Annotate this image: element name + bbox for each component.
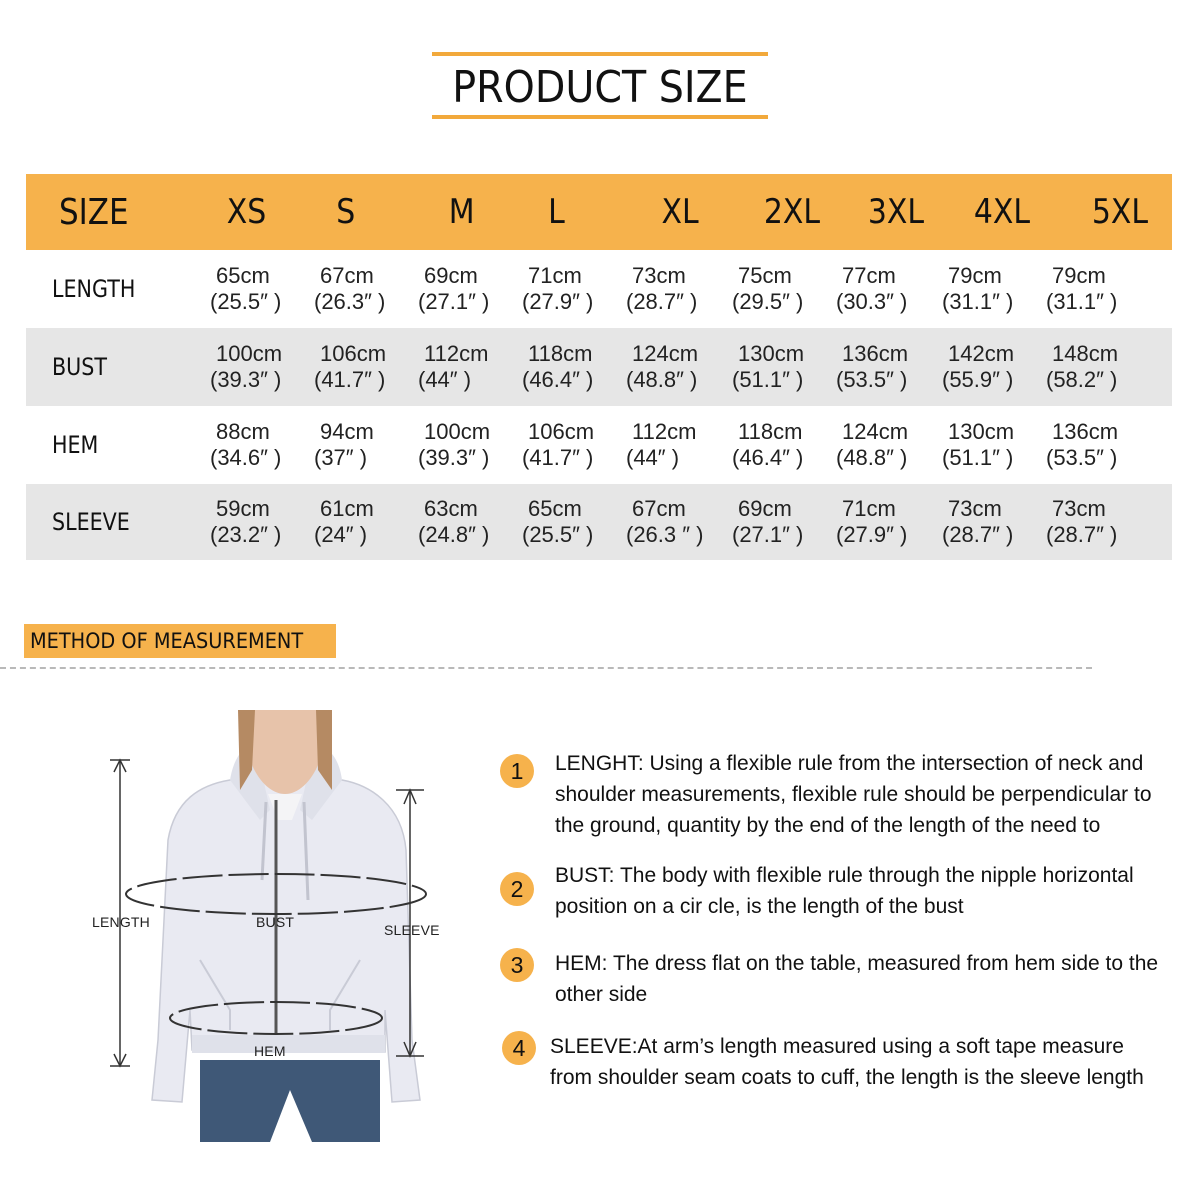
size-cell-cm: 100cm <box>216 341 283 366</box>
size-row-label-text: BUST <box>52 353 107 381</box>
size-cell-cm: 112cm <box>424 341 489 366</box>
size-header-text: L <box>547 192 565 232</box>
size-cell-inch: (28.7″ ) <box>1046 522 1118 547</box>
size-cell-cm: 63cm <box>424 496 478 521</box>
size-cell-cm: 61cm <box>320 496 374 521</box>
size-cell <box>418 406 522 484</box>
size-header-text: XL <box>661 192 699 232</box>
size-cell <box>522 328 626 406</box>
size-cell <box>314 250 418 328</box>
section-divider <box>0 667 1092 669</box>
size-cell <box>836 406 940 484</box>
size-cell-inch: (26.3″ ) <box>314 289 386 314</box>
size-cell-cm: 79cm <box>948 263 1002 288</box>
size-cell <box>942 328 1046 406</box>
size-cell-inch: (28.7″ ) <box>626 289 698 314</box>
size-header-text: M <box>449 192 475 232</box>
size-cell <box>210 484 314 560</box>
size-cell-inch: (31.1″ ) <box>942 289 1014 314</box>
size-header-text: XS <box>226 192 266 232</box>
size-cell <box>314 328 418 406</box>
size-cell <box>732 250 836 328</box>
size-cell-inch: (39.3″ ) <box>210 367 282 392</box>
size-cell-inch: (44″ ) <box>626 445 680 470</box>
size-header-m <box>412 174 512 250</box>
size-cell-inch: (41.7″ ) <box>522 445 594 470</box>
size-cell-inch: (24.8″ ) <box>418 522 490 547</box>
size-cell-inch: (53.5″ ) <box>1046 445 1118 470</box>
size-cell-cm: 124cm <box>632 341 699 366</box>
size-cell-inch: (27.9″ ) <box>522 289 594 314</box>
size-cell-inch: (30.3″ ) <box>836 289 908 314</box>
size-header-row <box>26 174 1172 250</box>
size-cell-cm: 106cm <box>528 419 595 444</box>
size-header-5xl <box>1070 174 1170 250</box>
size-header-4xl <box>952 174 1052 250</box>
size-cell-cm: 59cm <box>216 496 270 521</box>
figure-label-length: LENGTH <box>92 914 150 930</box>
size-row-bust <box>26 328 1172 406</box>
size-cell-cm: 118cm <box>528 341 593 366</box>
size-cell-inch: (58.2″ ) <box>1046 367 1118 392</box>
size-cell-inch: (51.1″ ) <box>942 445 1014 470</box>
size-cell-cm: 69cm <box>424 263 478 288</box>
size-cell-cm: 79cm <box>1052 263 1106 288</box>
size-cell-inch: (31.1″ ) <box>1046 289 1118 314</box>
size-cell <box>626 328 730 406</box>
size-cell <box>732 406 836 484</box>
size-cell-inch: (34.6″ ) <box>210 445 282 470</box>
step-number-badge: 1 <box>500 754 534 788</box>
size-cell-inch: (53.5″ ) <box>836 367 908 392</box>
size-cell <box>210 250 314 328</box>
method-section-title <box>24 624 336 658</box>
size-header-3xl <box>846 174 946 250</box>
size-header-text: 5XL <box>1091 192 1149 232</box>
size-row-label <box>26 484 184 560</box>
size-cell <box>626 406 730 484</box>
size-header-label-text: SIZE <box>59 191 129 233</box>
size-cell <box>210 328 314 406</box>
size-row-sleeve <box>26 484 1172 560</box>
size-cell-inch: (46.4″ ) <box>732 445 804 470</box>
size-cell <box>314 406 418 484</box>
figure-label-hem: HEM <box>254 1043 286 1059</box>
size-header-text: 2XL <box>763 192 821 232</box>
size-cell-inch: (48.8″ ) <box>626 367 698 392</box>
size-cell-cm: 142cm <box>948 341 1015 366</box>
size-cell <box>732 484 836 560</box>
step-number-badge: 4 <box>502 1031 536 1065</box>
size-row-hem <box>26 406 1172 484</box>
size-header-label <box>26 174 184 250</box>
page-title-block <box>432 52 768 120</box>
step-text: SLEEVE:At arm’s length measured using a soft tape measure from shoulder seam coats to cuff, the length is the sleeve length <box>550 1035 1144 1089</box>
size-cell-inch: (55.9″ ) <box>942 367 1014 392</box>
size-cell-cm: 67cm <box>632 496 686 521</box>
size-cell <box>1046 328 1150 406</box>
size-cell-cm: 100cm <box>424 419 491 444</box>
size-cell-cm: 112cm <box>632 419 697 444</box>
size-cell-cm: 130cm <box>948 419 1015 444</box>
size-row-length <box>26 250 1172 328</box>
size-cell <box>942 484 1046 560</box>
size-cell <box>1046 250 1150 328</box>
size-cell-cm: 67cm <box>320 263 374 288</box>
size-cell-cm: 71cm <box>528 263 582 288</box>
size-cell <box>210 406 314 484</box>
size-cell-cm: 73cm <box>948 496 1002 521</box>
step-text: LENGHT: Using a flexible rule from the intersection of neck and shoulder measurements, flexible rule should be perpendicular to the ground, quantity by the end of the length of the need to <box>555 752 1152 837</box>
size-cell-inch: (44″ ) <box>418 367 472 392</box>
size-cell <box>418 484 522 560</box>
size-cell-cm: 118cm <box>738 419 803 444</box>
size-cell-inch: (27.1″ ) <box>732 522 804 547</box>
size-cell-cm: 69cm <box>738 496 792 521</box>
size-cell-cm: 71cm <box>842 496 896 521</box>
size-row-label <box>26 406 184 484</box>
size-cell <box>836 250 940 328</box>
size-cell-inch: (27.9″ ) <box>836 522 908 547</box>
size-cell-inch: (48.8″ ) <box>836 445 908 470</box>
size-cell <box>522 250 626 328</box>
size-cell-cm: 136cm <box>1052 419 1119 444</box>
size-cell <box>942 250 1046 328</box>
size-header-text: S <box>336 192 356 232</box>
size-cell-inch: (37″ ) <box>314 445 368 470</box>
size-cell <box>522 484 626 560</box>
title-bottom-rule <box>432 115 768 119</box>
size-cell-inch: (27.1″ ) <box>418 289 490 314</box>
page-title: PRODUCT SIZE <box>452 62 748 113</box>
size-row-label <box>26 250 184 328</box>
size-cell-inch: (46.4″ ) <box>522 367 594 392</box>
size-cell-cm: 73cm <box>1052 496 1106 521</box>
size-cell <box>418 328 522 406</box>
figure-label-bust: BUST <box>256 914 295 930</box>
size-cell-inch: (26.3 ″ ) <box>626 522 704 547</box>
size-cell-inch: (23.2″ ) <box>210 522 282 547</box>
size-cell-inch: (41.7″ ) <box>314 367 386 392</box>
size-cell-cm: 65cm <box>528 496 582 521</box>
size-cell <box>1046 406 1150 484</box>
size-cell-inch: (24″ ) <box>314 522 368 547</box>
step-number-badge: 3 <box>500 948 534 982</box>
size-cell-cm: 73cm <box>632 263 686 288</box>
size-row-cells <box>184 406 1172 484</box>
size-cell-cm: 75cm <box>738 263 792 288</box>
size-header-2xl <box>742 174 842 250</box>
measurement-figure <box>80 710 460 1150</box>
size-row-label-text: HEM <box>52 431 99 459</box>
size-cell <box>418 250 522 328</box>
size-cell-inch: (25.5″ ) <box>210 289 282 314</box>
size-cell-inch: (39.3″ ) <box>418 445 490 470</box>
size-header-xs <box>196 174 296 250</box>
size-cell <box>314 484 418 560</box>
size-row-cells <box>184 484 1172 560</box>
size-cell-cm: 77cm <box>842 263 896 288</box>
title-top-rule <box>432 52 768 56</box>
size-header-xl <box>630 174 730 250</box>
size-row-label-text: LENGTH <box>52 275 136 303</box>
size-cell <box>732 328 836 406</box>
size-cell-cm: 65cm <box>216 263 270 288</box>
method-section-title-text: METHOD OF MEASUREMENT <box>30 629 304 653</box>
step-number-badge: 2 <box>500 872 534 906</box>
size-cell-inch: (25.5″ ) <box>522 522 594 547</box>
size-cell <box>626 484 730 560</box>
size-header-cells <box>184 174 1172 250</box>
size-cell <box>836 484 940 560</box>
size-cell-cm: 88cm <box>216 419 270 444</box>
size-cell-inch: (29.5″ ) <box>732 289 804 314</box>
size-cell <box>1046 484 1150 560</box>
size-cell-cm: 130cm <box>738 341 805 366</box>
size-cell <box>522 406 626 484</box>
size-row-cells <box>184 250 1172 328</box>
size-header-l <box>506 174 606 250</box>
step-text: HEM: The dress flat on the table, measured from hem side to the other side <box>555 952 1159 1006</box>
size-cell-cm: 136cm <box>842 341 909 366</box>
figure-label-sleeve: SLEEVE <box>384 922 440 938</box>
size-header-text: 3XL <box>867 192 925 232</box>
size-cell-cm: 148cm <box>1052 341 1119 366</box>
size-chart-table <box>26 174 1172 560</box>
size-row-cells <box>184 328 1172 406</box>
size-cell <box>836 328 940 406</box>
size-row-label-text: SLEEVE <box>52 508 130 536</box>
size-cell-inch: (28.7″ ) <box>942 522 1014 547</box>
size-cell-cm: 94cm <box>320 419 374 444</box>
size-header-text: 4XL <box>973 192 1031 232</box>
size-cell <box>942 406 1046 484</box>
size-header-s <box>296 174 396 250</box>
size-cell-inch: (51.1″ ) <box>732 367 804 392</box>
size-row-label <box>26 328 184 406</box>
step-text: BUST: The body with flexible rule through the nipple horizontal position on a cir cle, is the length of the bust <box>555 864 1134 918</box>
size-cell-cm: 106cm <box>320 341 387 366</box>
size-cell-cm: 124cm <box>842 419 909 444</box>
size-cell <box>626 250 730 328</box>
